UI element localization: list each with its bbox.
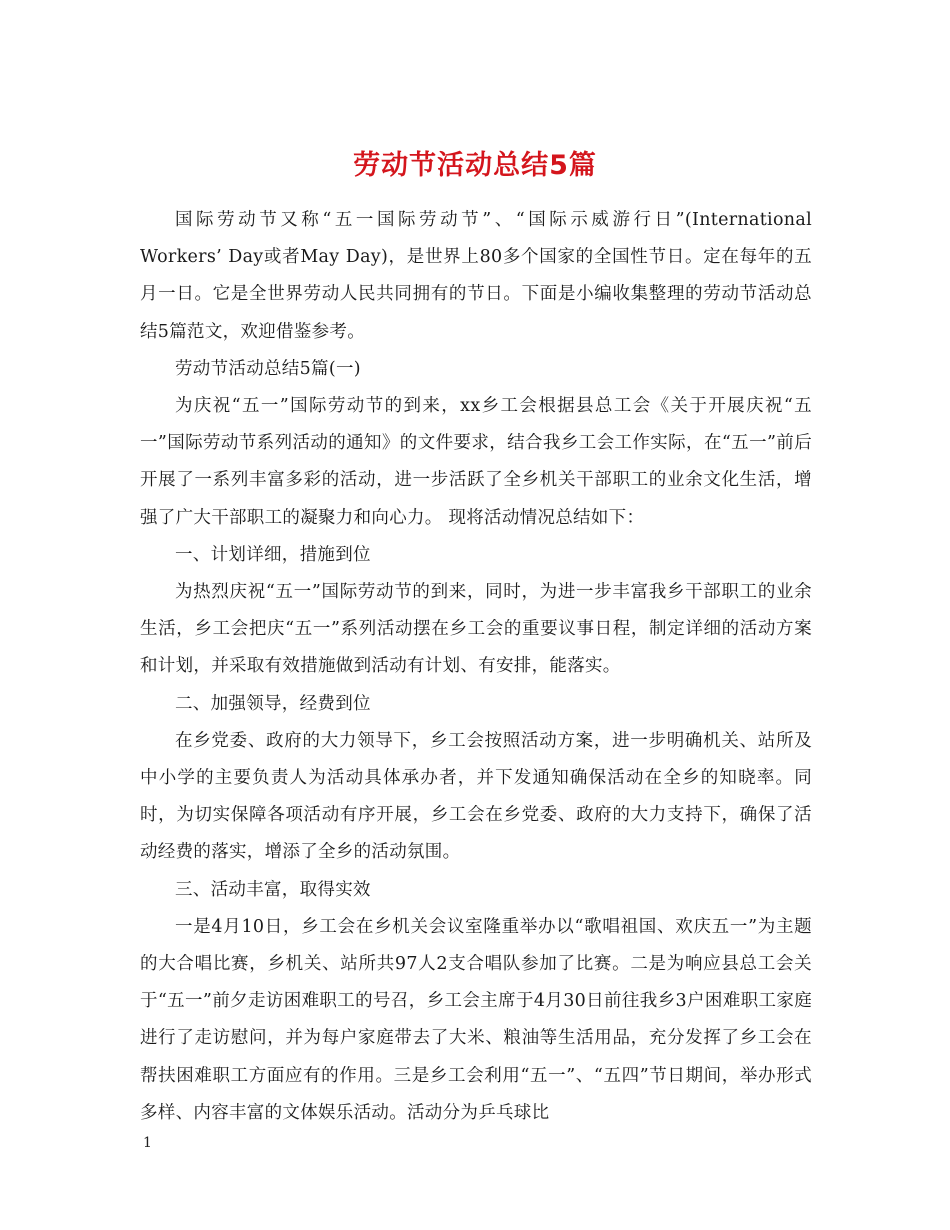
section-2-text: 在乡党委、政府的大力领导下，乡工会按照活动方案，进一步明确机关、站所及中小学的主要负责人为活动具体承办者，并下发通知确保活动在全乡的知晓率。同时，为切实保障各项活动有序开展，乡工会在乡党委、政府的大力支持下，确保了活动经费的落实，增添了全乡的活动氛围。 (140, 730, 812, 863)
document-title: 劳动节活动总结5篇 (353, 150, 597, 182)
page-number: 1 (143, 1135, 152, 1151)
intro-paragraph: 国际劳动节又称“五一国际劳动节”、“国际示威游行日”(International Workers’ Day或者May Day)，是世界上80多个国家的全国性节日。定在每年的五月一日。它是全世界劳动人民共同拥有的节日。下面是小编收集整理的劳动节活动总结5篇范文，欢迎借鉴参考。 (140, 210, 812, 342)
section-3-text: 一是4月10日，乡工会在乡机关会议室隆重举办以“歌唱祖国、欢庆五一”为主题的大合唱比赛，乡机关、站所共97人2支合唱队参加了比赛。二是为响应县总工会关于“五一”前夕走访困难职工的号召，乡工会主席于4月30日前往我乡3户困难职工家庭进行了走访慰问，并为每户家庭带去了大米、粮油等生活用品，充分发挥了乡工会在帮扶困难职工方面应有的作用。三是乡工会利用“五一”、“五四”节日期间，举办形式多样、内容丰富的文体娱乐活动。活动分为乒乓球比 (140, 916, 812, 1123)
paragraph-1: 为庆祝“五一”国际劳动节的到来，xx乡工会根据县总工会《关于开展庆祝“五一”国际劳动节系列活动的通知》的文件要求，结合我乡工会工作实际，在“五一”前后开展了一系列丰富多彩的活动，进一步活跃了全乡机关干部职工的业余文化生活，增强了广大干部职工的凝聚力和向心力。 现将活动情况总结如下： (140, 396, 812, 528)
section-3-heading: 三、活动丰富，取得实效 (175, 879, 371, 900)
section-1-text: 为热烈庆祝“五一”国际劳动节的到来，同时，为进一步丰富我乡干部职工的业余生活，乡工会把庆“五一”系列活动摆在乡工会的重要议事日程，制定详细的活动方案和计划，并采取有效措施做到活动有计划、有安排，能落实。 (140, 582, 812, 677)
section-2-heading: 二、加强领导，经费到位 (175, 693, 371, 714)
document-body (140, 202, 812, 1132)
section-1-heading: 一、计划详细，措施到位 (175, 544, 371, 565)
article-heading: 劳动节活动总结5篇(一) (175, 358, 361, 379)
